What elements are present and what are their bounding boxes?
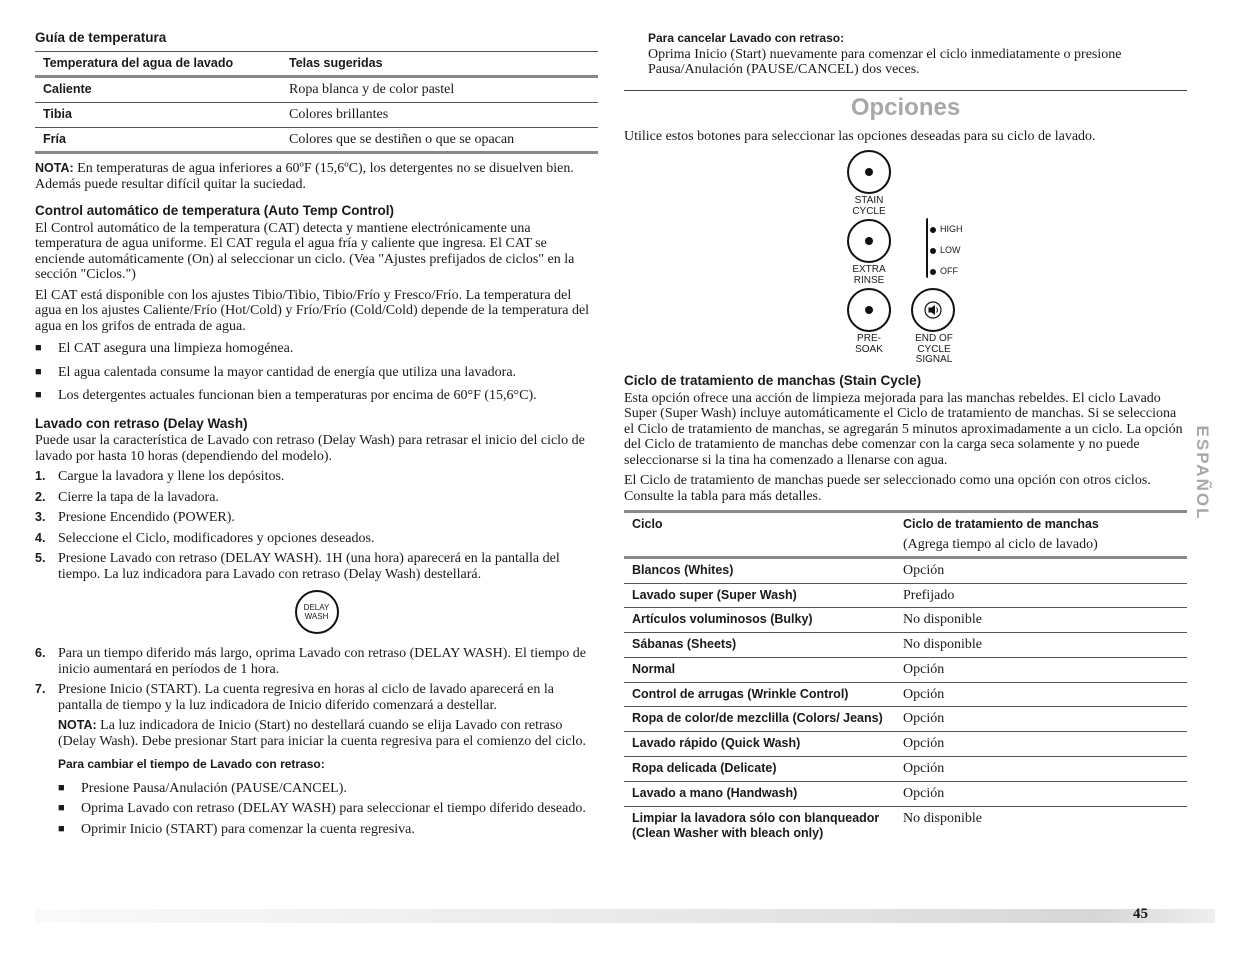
stain-cycle-paragraph-1: Esta opción ofrece una acción de limpieza mejorada para las manchas rebeldes. El ciclo Lavado Super (Super Wash) incluye automáticamente el Ciclo de tratamiento de manchas. Si se selecciona el Ciclo de tratamiento de manchas, se agregarán 5 minutos aproximadamente a un ciclo. La opción del Ciclo de tratamiento de manchas debe comenzar con la carga seca solamente y no puede seleccionarse si la tina ha comenzado a llenarse con agua. xyxy=(624,390,1183,468)
step-number: 5. xyxy=(35,551,46,565)
delay-steps xyxy=(35,469,598,582)
step-number: 2. xyxy=(35,489,46,504)
label-line: CYCLE xyxy=(852,205,886,217)
step-text: Presione Encendido (POWER). xyxy=(58,510,235,525)
table-cell: Lavado a mano (Handwash) xyxy=(624,781,895,806)
extra-rinse-label xyxy=(839,265,899,286)
table-header-sub: (Agrega tiempo al ciclo de lavado) xyxy=(903,536,1098,552)
table-cell: Opción xyxy=(895,558,1187,584)
label-line: PRE- xyxy=(857,333,881,344)
table-cell: Opción xyxy=(895,657,1187,682)
label-line: SIGNAL xyxy=(915,354,953,365)
note-label: NOTA: xyxy=(58,718,97,732)
level-dot-icon xyxy=(930,269,936,275)
step-number: 1. xyxy=(35,469,46,483)
table-cell: No disponible xyxy=(895,608,1187,633)
language-side-label xyxy=(1187,425,1217,520)
list-item: ■ Oprima Lavado con retraso (DELAY WASH) para seleccionar el tiempo diferido deseado. xyxy=(58,801,598,817)
auto-temp-paragraph-2: El CAT está disponible con los ajustes Tibio/Tibio, Tibio/Frío y Fresco/Frío. La temperatura del agua en los ajustes Caliente/Frío (Hot/Cold) y Frío/Frío (Cold/Cold) depende de la temperatura del agua en los grifos de entrada de agua. xyxy=(35,287,590,334)
stain-cycle-button[interactable] xyxy=(847,150,891,194)
table-cell: No disponible xyxy=(903,810,982,826)
level-label: LOW xyxy=(940,245,961,255)
table-header-row xyxy=(624,512,1187,558)
step7-note xyxy=(58,718,598,749)
pre-soak-button[interactable] xyxy=(847,288,891,332)
temp-guide-title: Guía de temperatura xyxy=(35,30,167,45)
list-item xyxy=(35,510,598,526)
table-cell: Opción xyxy=(895,732,1187,757)
list-item: ■ Los detergentes actuales funcionan bien a temperaturas por encima de 60°F (15,6°C). xyxy=(35,388,598,404)
table-cell: Opción xyxy=(895,707,1187,732)
note-label: NOTA: xyxy=(35,161,74,175)
level-dot-icon xyxy=(930,248,936,254)
auto-temp-paragraph-1: El Control automático de la temperatura (CAT) detecta y mantiene electrónicamente una temperatura de agua uniforme. El CAT regula el agua fría y caliente que ingresa. El CAT se enciende automáticamente (On) al seleccionar un ciclo. (Vea "Ajustes prefijados de ciclos" en la sección "Ciclos.") xyxy=(35,220,575,282)
table-row xyxy=(624,633,1187,658)
step-text: Presione Inicio (START). La cuenta regresiva en horas al ciclo de lavado aparecerá en la pantalla de tiempo y la luz indicadora de Inicio diferido comenzará a destellar. xyxy=(58,682,554,713)
left-column xyxy=(35,30,598,842)
step-number: 6. xyxy=(35,646,46,660)
change-delay-title: Para cambiar el tiempo de Lavado con retraso: xyxy=(58,757,325,771)
indicator-dot-icon xyxy=(865,306,873,314)
cancel-delay-text: Oprima Inicio (Start) nuevamente para comenzar el ciclo inmediatamente o presione Pausa/Anulación (PAUSE/CANCEL) dos veces. xyxy=(648,46,1122,77)
table-header: Ciclo xyxy=(624,512,895,558)
auto-temp-bullets xyxy=(35,341,598,404)
table-cell: Sábanas (Sheets) xyxy=(624,633,895,658)
table-cell: Limpiar la lavadora sólo con blanqueador (Clean Washer with bleach only) xyxy=(632,810,880,841)
table-cell: Prefijado xyxy=(895,583,1187,608)
level-label: OFF xyxy=(940,266,958,276)
table-row xyxy=(624,558,1187,584)
table-header: Telas sugeridas xyxy=(281,51,598,77)
step-text: Para un tiempo diferido más largo, oprima Lavado con retraso (DELAY WASH). El tiempo de inicio aumentará en períodos de 1 hora. xyxy=(58,646,586,677)
table-row xyxy=(624,757,1187,782)
table-cell: Caliente xyxy=(35,77,281,103)
level-low xyxy=(930,243,961,259)
pre-soak-label xyxy=(839,334,899,355)
language-label-text: ESPAÑOL xyxy=(1192,425,1212,520)
table-cell: Blancos (Whites) xyxy=(624,558,895,584)
step-number: 3. xyxy=(35,510,46,524)
table-cell: Tibia xyxy=(35,102,281,127)
right-column xyxy=(624,31,1187,846)
table-cell: Artículos voluminosos (Bulky) xyxy=(624,608,895,633)
options-control-panel xyxy=(624,150,1187,370)
table-row xyxy=(624,732,1187,757)
table-row xyxy=(624,583,1187,608)
table-header xyxy=(895,512,1187,558)
list-item xyxy=(35,551,598,582)
stain-cycle-title: Ciclo de tratamiento de manchas (Stain Cycle) xyxy=(624,373,922,388)
table-row xyxy=(624,682,1187,707)
table-cell: Colores brillantes xyxy=(281,102,598,127)
table-cell: Opción xyxy=(895,682,1187,707)
change-delay-bullets xyxy=(58,781,598,838)
step-number: 7. xyxy=(35,682,46,696)
table-row xyxy=(624,707,1187,732)
table-row xyxy=(35,102,598,127)
label-line: STAIN xyxy=(854,195,884,206)
table-row xyxy=(35,77,598,103)
extra-rinse-button[interactable] xyxy=(847,219,891,263)
list-item xyxy=(35,646,598,677)
list-item: ■ El agua calentada consume la mayor cantidad de energía que utiliza una lavadora. xyxy=(35,365,598,381)
end-of-cycle-signal-label xyxy=(904,334,964,366)
list-item xyxy=(35,469,598,485)
table-cell: Lavado rápido (Quick Wash) xyxy=(624,732,895,757)
label-line: END OF xyxy=(915,333,953,344)
list-item: ■ El CAT asegura una limpieza homogénea. xyxy=(35,341,598,357)
options-title: Opciones xyxy=(850,93,961,121)
step-number: 4. xyxy=(35,530,46,545)
table-row xyxy=(35,127,598,153)
table-row xyxy=(624,781,1187,806)
delay-button-label: DELAY xyxy=(303,603,330,612)
delay-button-label: WASH xyxy=(304,612,329,621)
table-row xyxy=(624,657,1187,682)
table-cell: Opción xyxy=(895,781,1187,806)
label-line: EXTRA xyxy=(852,264,886,275)
temperature-table xyxy=(35,51,598,155)
page-number: 45 xyxy=(1133,906,1148,922)
table-cell: Fría xyxy=(43,131,66,146)
stain-cycle-paragraph-2: El Ciclo de tratamiento de manchas puede ser seleccionado como una opción con otros ciclos. Consulte la tabla para más detalles. xyxy=(624,473,1151,504)
stain-cycle-table xyxy=(624,510,1187,846)
signal-level-bracket xyxy=(926,218,928,278)
table-cell: No disponible xyxy=(895,633,1187,658)
delay-wash-title: Lavado con retraso (Delay Wash) xyxy=(35,415,248,431)
list-item: ■ Oprimir Inicio (START) para comenzar la cuenta regresiva. xyxy=(58,822,598,838)
table-header: Temperatura del agua de lavado xyxy=(35,51,281,77)
table-cell: Lavado super (Super Wash) xyxy=(624,583,895,608)
level-dot-icon xyxy=(930,227,936,233)
indicator-dot-icon xyxy=(865,168,873,176)
table-cell: Normal xyxy=(624,657,895,682)
temperature-note xyxy=(35,161,598,192)
list-item xyxy=(35,531,598,547)
table-header-main: Ciclo de tratamiento de manchas xyxy=(903,517,1099,531)
section-divider xyxy=(624,90,1187,91)
label-line: SOAK xyxy=(855,343,883,355)
step-text: Cargue la lavadora y llene los depósitos. xyxy=(58,469,285,484)
list-item xyxy=(35,490,598,506)
step-text: Seleccione el Ciclo, modificadores y opciones deseados. xyxy=(58,530,375,546)
delay-steps-continued xyxy=(35,646,598,837)
cancel-delay-title: Para cancelar Lavado con retraso: xyxy=(648,31,845,45)
step-text: Cierre la tapa de la lavadora. xyxy=(58,489,219,505)
step-text: Presione Lavado con retraso (DELAY WASH). 1H (una hora) aparecerá en la pantalla del tiempo. La luz indicadora para Lavado con retraso (Delay Wash) destellará. xyxy=(58,551,560,582)
auto-temp-title: Control automático de temperatura (Auto Temp Control) xyxy=(35,203,395,218)
stain-cycle-label xyxy=(839,196,899,217)
list-item: ■ Presione Pausa/Anulación (PAUSE/CANCEL). xyxy=(58,781,598,797)
note-text: La luz indicadora de Inicio (Start) no destellará cuando se elija Lavado con retraso (Delay Wash). Debe presionar Start para iniciar la cuenta regresiva para el comienzo del ciclo. xyxy=(58,718,587,749)
table-header-row xyxy=(35,51,598,77)
table-cell: Control de arrugas (Wrinkle Control) xyxy=(624,682,895,707)
table-cell: Opción xyxy=(895,757,1187,782)
footer-bar xyxy=(35,906,1215,923)
table-row xyxy=(624,608,1187,633)
level-label: HIGH xyxy=(940,224,963,234)
delay-wash-intro: Puede usar la característica de Lavado con retraso (Delay Wash) para retrasar el inicio del ciclo de lavado por hasta 10 horas (dependiendo del modelo). xyxy=(35,433,585,464)
end-of-cycle-signal-button[interactable] xyxy=(911,288,955,332)
table-cell: Ropa blanca y de color pastel xyxy=(281,77,598,103)
cancel-delay-block xyxy=(624,31,1187,78)
note-text: En temperaturas de agua inferiores a 60ºF (15,6ºC), los detergentes no se disuelven bien. Además puede resultar difícil quitar la suciedad. xyxy=(35,161,574,192)
options-intro: Utilice estos botones para seleccionar las opciones deseadas para su ciclo de lavado. xyxy=(624,128,1096,144)
level-high xyxy=(930,222,963,238)
list-item xyxy=(35,682,598,837)
table-cell: Colores que se destiñen o que se opacan xyxy=(289,131,515,147)
label-line: CYCLE xyxy=(917,343,951,355)
label-line: RINSE xyxy=(853,274,885,286)
table-cell: Ropa de color/de mezclilla (Colors/ Jeans) xyxy=(624,707,895,732)
level-off xyxy=(930,264,958,280)
table-row xyxy=(624,806,1187,846)
table-cell: Ropa delicada (Delicate) xyxy=(624,757,895,782)
delay-wash-button-icon xyxy=(295,590,339,634)
speaker-icon xyxy=(913,290,953,330)
indicator-dot-icon xyxy=(865,237,873,245)
